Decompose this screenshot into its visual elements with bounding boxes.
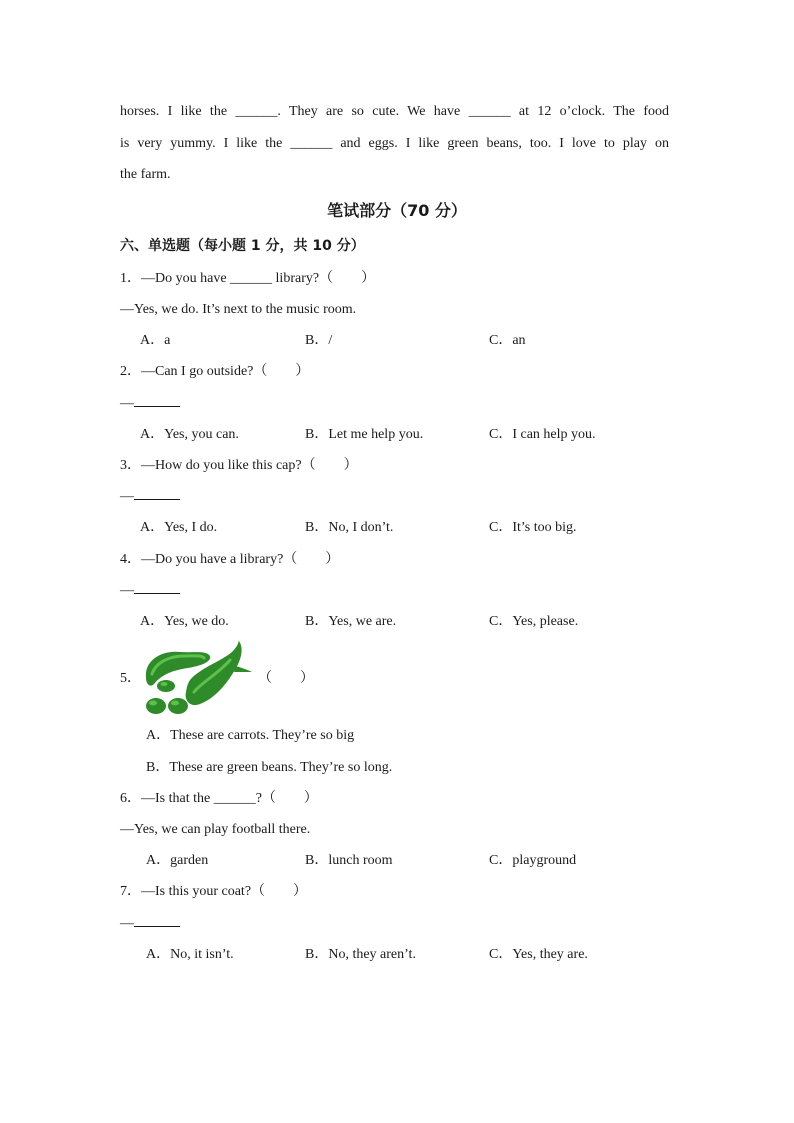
section-title: 笔试部分（70 分） — [327, 201, 467, 220]
question-3-answer-line[interactable] — [120, 487, 180, 507]
question-2-option-b[interactable]: B．Let me help you. — [305, 427, 424, 442]
question-2-option-a[interactable]: A．Yes, you can. — [140, 427, 239, 442]
question-2-stem: 2．—Can I go outside?（ ） — [120, 364, 310, 379]
question-4-option-c[interactable]: C．Yes, please. — [489, 614, 579, 629]
question-7-option-a[interactable]: A．No, it isn’t. — [146, 947, 234, 962]
question-4-stem: 4．—Do you have a library?（ ） — [120, 552, 340, 567]
question-1-option-a[interactable]: A．a — [140, 333, 171, 348]
question-6-stem: 6．—Is that the ______?（ ） — [120, 791, 318, 806]
answer-blank — [134, 394, 180, 407]
answer-dash: — — [120, 916, 134, 931]
question-2-option-c[interactable]: C．I can help you. — [489, 427, 596, 442]
passage-line-2: is very yummy. I like the ______ and eggs. I like green beans, too. I love to play on — [120, 136, 669, 151]
question-1-reply: —Yes, we do. It’s next to the music room. — [120, 302, 357, 317]
question-3-stem: 3．—How do you like this cap?（ ） — [120, 458, 358, 473]
question-7-answer-line[interactable] — [120, 914, 180, 934]
question-7-stem: 7．—Is this your coat?（ ） — [120, 884, 308, 899]
question-5-option-a[interactable]: A．These are carrots. They’re so big — [146, 728, 355, 743]
question-7-option-b[interactable]: B．No, they aren’t. — [305, 947, 416, 962]
answer-blank — [134, 581, 180, 594]
answer-blank — [134, 487, 180, 500]
question-3-option-c[interactable]: C．It’s too big. — [489, 520, 577, 535]
answer-blank — [134, 914, 180, 927]
question-5-stem: 5． — [120, 671, 141, 686]
question-3-option-b[interactable]: B．No, I don’t. — [305, 520, 394, 535]
question-5-paren: （ ） — [258, 671, 314, 686]
question-1-option-c[interactable]: C．an — [489, 333, 526, 348]
answer-dash: — — [120, 489, 134, 504]
question-4-option-a[interactable]: A．Yes, we do. — [140, 614, 229, 629]
question-3-option-a[interactable]: A．Yes, I do. — [140, 520, 218, 535]
green-beans-icon — [140, 640, 252, 718]
question-6-option-a[interactable]: A．garden — [146, 853, 209, 868]
question-7-option-c[interactable]: C．Yes, they are. — [489, 947, 588, 962]
answer-dash: — — [120, 583, 134, 598]
bean-pod-right — [186, 640, 252, 705]
passage-line-3: the farm. — [120, 167, 171, 182]
question-6-reply: —Yes, we can play football there. — [120, 822, 311, 837]
question-1-stem: 1．—Do you have ______ library?（ ） — [120, 271, 376, 286]
section-heading: 六、单选题（每小题 1 分，共 10 分） — [120, 238, 365, 254]
passage-line-1: horses. I like the ______. They are so cute. We have ______ at 12 o’clock. The food — [120, 104, 669, 119]
question-6-option-c[interactable]: C．playground — [489, 853, 577, 868]
answer-dash: — — [120, 396, 134, 411]
question-4-answer-line[interactable] — [120, 581, 180, 601]
question-6-option-b[interactable]: B．lunch room — [305, 853, 393, 868]
question-5-option-b[interactable]: B．These are green beans. They’re so long. — [146, 760, 393, 775]
question-4-option-b[interactable]: B．Yes, we are. — [305, 614, 397, 629]
question-2-answer-line[interactable] — [120, 394, 180, 414]
question-1-option-b[interactable]: B．/ — [305, 333, 333, 348]
